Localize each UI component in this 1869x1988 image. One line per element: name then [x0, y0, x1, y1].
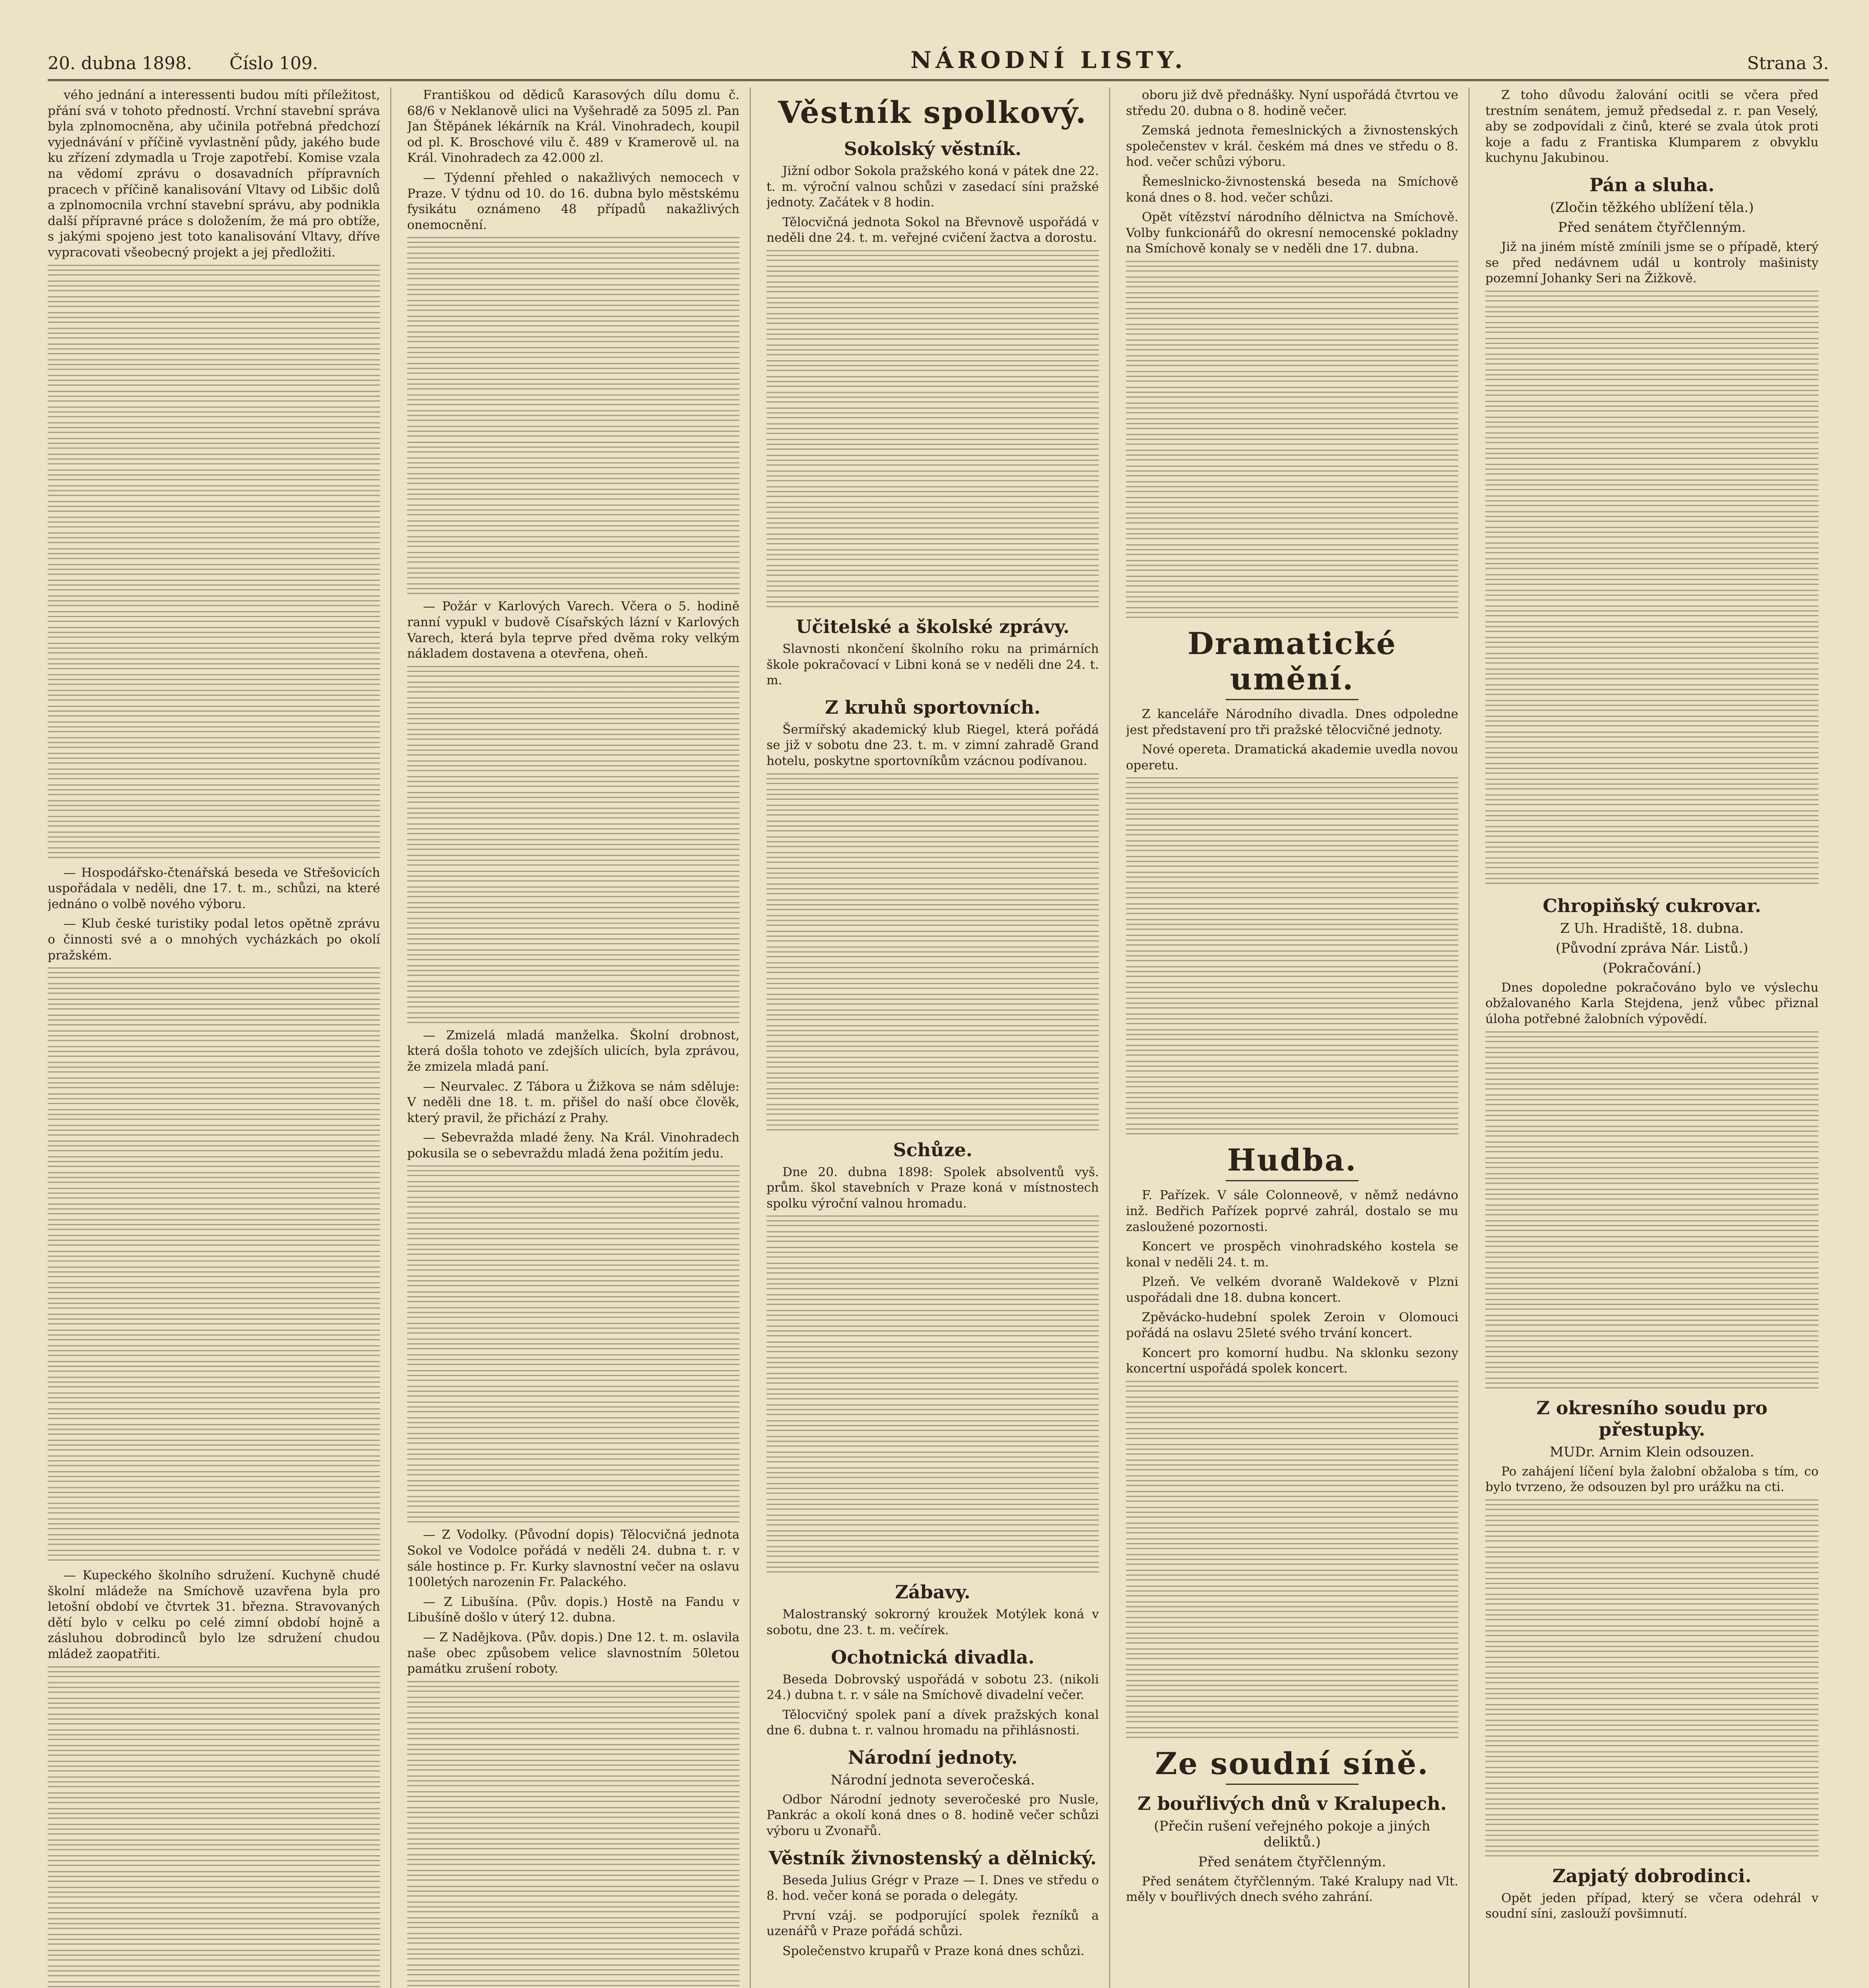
- text-block: [48, 1666, 380, 1988]
- article-paragraph: — Z Nadějkova. (Pův. dopis.) Dne 12. t. m. oslavila naše obec způsobem velice slavnostním 50letou památku zrušení roboty.: [407, 1630, 739, 1676]
- subsection-subtitle: (Pokračování.): [1602, 960, 1702, 976]
- article-paragraph: vého jednání a interessenti budou míti příležitost, přání svá v tohoto předností. Vrchní stavební správa byla zplnomocněna, aby učinila potřebná předchozí vyjednávání v příčině vyvlastnění půdy, jakého bude ku zřízení zdymadla u Troje zapotřebí. Komise vzala na vědomí zprávu o dosavadních přípravních pracech v příčině kanalisování Vltavy od Libšic dolů a zplnomocnila vrchní stavební správu, aby podnikla další přípravné práce s doložením, že má pro obtíže, s jakými spojeno jest toto kanalisování Vltavy, dříve vypracovati všeobecný projekt a jej předložiti.: [48, 88, 380, 260]
- article-paragraph: — Klub české turistiky podal letos opětně zprávu o činnosti své a o mnohých vycházkách po okolí pražském.: [48, 916, 380, 963]
- column-1: [48, 87, 391, 1988]
- section-title-drama: Dramatické umění.: [1187, 625, 1397, 697]
- issue-date: 20. dubna 1898.: [48, 53, 192, 74]
- article-paragraph: — Kupeckého školního sdružení. Kuchyně chudé školní mládeže na Smíchově uzavřena byla pro letošní období ve čtvrtek 31. března. Stravovaných dětí bylo v celku po celé zimní období hojně a zásluhou dobrodinců bylo lze sdružení chudou mládež zaopatřiti.: [48, 1568, 380, 1662]
- article-paragraph: Z toho důvodu žalování ocitli se včera před trestním senátem, jemuž předsedal z. r. pan Veselý, aby se zodpovídali z činů, které se zvala útok proti koje a fadu z Frantiska Klumparem z obvyklu kuchynu Jakubinou.: [1485, 88, 1819, 165]
- article-paragraph: — Hospodářsko-čtenářská beseda ve Střešovicích uspořádala v neděli, dne 17. t. m., schůzi, na které jednáno o volbě nového výboru.: [48, 865, 380, 911]
- text-block: [407, 1681, 739, 1988]
- subsection-subtitle: (Zločin těžkého ublížení těla.): [1550, 199, 1754, 215]
- section-rule: [1226, 1784, 1359, 1785]
- text-block: [1126, 261, 1458, 619]
- article-paragraph: Františkou od dědiců Karasových dílu domu č. 68/6 v Neklanově ulici na Vyšehradě za 5095 zl. Pan Jan Štěpánek lékárník na Král. Vinohradech, koupil od pl. K. Broschové vilu č. 489 v Kramerově ul. na Král. Vinohradech za 42.000 zl.: [407, 88, 739, 165]
- subsection-title: Chropiňský cukrovar.: [1543, 895, 1761, 916]
- column-4: [1126, 87, 1469, 1988]
- section-title-hudba: Hudba.: [1227, 1142, 1357, 1178]
- subsection-title: Učitelské a školské zprávy.: [796, 615, 1069, 637]
- subsection-title: Schůze.: [893, 1139, 972, 1161]
- text-block: [767, 250, 1099, 608]
- subsection-title: Zábavy.: [895, 1581, 970, 1603]
- section-rule: [1226, 699, 1359, 700]
- text-block: [1485, 291, 1819, 887]
- subsection-subtitle: Před senátem čtyřčlenným.: [1198, 1854, 1386, 1870]
- article-paragraph: — Zmizelá mladá manželka. Školní drobnost, která došla tohoto ve zdejších ulicích, byla zprávou, že zmizela mladá paní.: [407, 1028, 739, 1074]
- columns: [48, 87, 1829, 1988]
- subsection-title: Zapjatý dobrodinci.: [1552, 1865, 1752, 1887]
- text-block: [407, 1165, 739, 1523]
- subsection-title: Z okresního soudu pro přestupky.: [1536, 1397, 1768, 1440]
- text-block: [767, 773, 1099, 1131]
- article-paragraph: Jižní odbor Sokola pražského koná v pátek dne 22. t. m. výroční valnou schůzi v zasedací síni pražské jednoty. Začátek v 8 hodin.: [767, 164, 1099, 210]
- article-paragraph: — Z Libušína. (Pův. dopis.) Hostě na Fandu v Libušíně došlo v úterý 12. dubna.: [407, 1594, 739, 1625]
- article-paragraph: Beseda Dobrovský uspořádá v sobotu 23. (nikoli 24.) dubna t. r. v sále na Smíchově divadelní večer.: [767, 1672, 1099, 1703]
- article-paragraph: F. Pařízek. V sále Colonneově, v němž nedávno inž. Bedřich Pařízek poprvé zahrál, dostalo se mu zasloužené pozornosti.: [1126, 1188, 1458, 1234]
- article-paragraph: Tělocvičný spolek paní a dívek pražských konal dne 6. dubna t. r. valnou hromadu na přihlásnosti.: [767, 1707, 1099, 1738]
- article-paragraph: Beseda Julius Grégr v Praze — I. Dnes ve středu o 8. hod. večer koná se porada o delegáty.: [767, 1873, 1099, 1903]
- article-paragraph: Šermířský akademický klub Riegel, která pořádá se již v sobotu dne 23. t. m. v zimní zahradě Grand hotelu, poskytne sportovníkům vzácnou podívanou.: [767, 722, 1099, 768]
- masthead: NÁRODNÍ LISTY.: [910, 47, 1187, 74]
- article-paragraph: — Požár v Karlových Varech. Včera o 5. hodině ranní vypukl v budově Císařských lázní v Karlových Varech, která byla teprve před dvěma roky velkým nákladem dostavena a otevřena, oheň.: [407, 599, 739, 661]
- subsection-title: Sokolský věstník.: [844, 138, 1022, 159]
- article-paragraph: Zpěvácko-hudební spolek Zeroin v Olomouci pořádá na oslavu 25leté svého trvání koncert.: [1126, 1310, 1458, 1341]
- article-paragraph: Dne 20. dubna 1898: Spolek absolventů vyš. prům. škol stavebních v Praze koná v místnostech spolku výroční valnou hromadu.: [767, 1165, 1099, 1211]
- header-left: [48, 53, 350, 74]
- article-paragraph: Dnes dopoledne pokračováno bylo ve výslechu obžalovaného Karla Stejdena, jenž vůbec přiznal úloha potřebné žalobních výpovědí.: [1485, 980, 1819, 1026]
- section-rule: [1226, 1180, 1359, 1181]
- subsection-subtitle: (Přečin rušení veřejného pokoje a jiných deliktů.): [1154, 1818, 1430, 1850]
- text-block: [1485, 1499, 1819, 1857]
- article-paragraph: Nové opereta. Dramatická akademie uvedla novou operetu.: [1126, 742, 1458, 773]
- subsection-title: Pán a sluha.: [1589, 174, 1715, 196]
- article-paragraph: Malostranský sokrorný kroužek Motýlek koná v sobotu, dne 23. t. m. večírek.: [767, 1607, 1099, 1637]
- article-paragraph: — Neurvalec. Z Tábora u Žižkova se nám sděluje: V neděli dne 18. t. m. přišel do naší obce člověk, který pravil, že přichází z Prahy.: [407, 1079, 739, 1125]
- column-3: [767, 87, 1110, 1988]
- article-paragraph: Po zahájení líčení byla žalobní obžaloba s tím, co bylo tvrzeno, že odsouzen byl pro urážku na cti.: [1485, 1464, 1819, 1495]
- text-block: [407, 237, 739, 595]
- article-paragraph: — Z Vodolky. (Původní dopis) Tělocvičná jednota Sokol ve Vodolce pořádá v neděli 24. dubna t. r. v sále hostince p. Fr. Kurky slavnostní večer na oslavu 100letých narozenin Fr. Palackého.: [407, 1528, 739, 1590]
- article-paragraph: Koncert pro komorní hudbu. Na sklonku sezony koncertní uspořádá spolek koncert.: [1126, 1345, 1458, 1376]
- article-paragraph: Z kanceláře Národního divadla. Dnes odpoledne jest představení pro tři pražské tělocvičné jednoty.: [1126, 707, 1458, 737]
- article-paragraph: Zemská jednota řemeslnických a živnostenských společenstev v král. českém má dnes ve středu o 8. hod. večer schůzi výboru.: [1126, 123, 1458, 169]
- subsection-title: Ochotnická divadla.: [831, 1646, 1034, 1668]
- subsection-title: Z kruhů sportovních.: [825, 696, 1041, 718]
- section-title-soudni: Ze soudní síně.: [1155, 1745, 1429, 1781]
- article-paragraph: — Sebevražda mladé ženy. Na Král. Vinohradech pokusila se o sebevraždu mladá žena požitím jedu.: [407, 1130, 739, 1161]
- article-paragraph: První vzáj. se podporující spolek řezníků a uzenářů v Praze pořádá schůzi.: [767, 1908, 1099, 1939]
- article-paragraph: Koncert ve prospěch vinohradského kostela se konal v neděli 24. t. m.: [1126, 1239, 1458, 1270]
- subsection-title: Národní jednoty.: [848, 1746, 1018, 1768]
- text-block: [767, 1215, 1099, 1573]
- subsection-subtitle: Z Uh. Hradiště, 18. dubna.: [1560, 920, 1744, 936]
- section-title-vestnik: Věstník spolkový.: [778, 95, 1087, 130]
- text-block: [48, 265, 380, 861]
- text-block: [1126, 777, 1458, 1135]
- column-2: [407, 87, 751, 1988]
- article-paragraph: Společenstvo krupařů v Praze koná dnes schůzi.: [782, 1944, 1085, 1959]
- subsection-title: Věstník živnostenský a dělnický.: [769, 1847, 1097, 1869]
- article-paragraph: Opět vítězství národního dělnictva na Smíchově. Volby funkcionářů do okresní nemocenské pokladny na Smíchově konaly se v neděli dne 17. dubna.: [1126, 210, 1458, 256]
- article-paragraph: — Týdenní přehled o nakažlivých nemocech v Praze. V týdnu od 10. do 16. dubna bylo městskému fysikátu oznámeno 48 případů nakažlivých onemocnění.: [407, 170, 739, 232]
- page-header: [48, 38, 1829, 81]
- article-paragraph: Slavnosti nkončení školního roku na primárních škole pokračovací v Libni koná se v neděli dne 24. t. m.: [767, 641, 1099, 688]
- article-paragraph: Před senátem čtyřčlenným. Také Kralupy nad Vlt. měly v bouřlivých dnech svého zahrání.: [1126, 1874, 1458, 1905]
- column-5: [1485, 87, 1829, 1988]
- subsection-title: Z bouřlivých dnů v Kralupech.: [1137, 1792, 1447, 1814]
- text-block: [1485, 1031, 1819, 1389]
- subsection-subtitle: Před senátem čtyřčlenným.: [1558, 219, 1746, 235]
- issue-number: Číslo 109.: [229, 53, 318, 74]
- subsection-subtitle: (Původní zpráva Nár. Listů.): [1555, 940, 1749, 956]
- article-paragraph: Odbor Národní jednoty severočeské pro Nusle, Pankrác a okolí koná dnes o 8. hodině večer schůzi výboru u Zvonařů.: [767, 1792, 1099, 1839]
- article-paragraph: oboru již dvě přednášky. Nyní uspořádá čtvrtou ve středu 20. dubna o 8. hodině večer.: [1126, 88, 1458, 118]
- article-paragraph: Tělocvičná jednota Sokol na Břevnově uspořádá v neděli dne 24. t. m. veřejné cvičení žactva a dorostu.: [767, 215, 1099, 245]
- article-paragraph: Plzeň. Ve velkém dvoraně Waldekově v Plzni uspořádali dne 18. dubna koncert.: [1126, 1275, 1458, 1305]
- article-paragraph: Již na jiném místě zmínili jsme se o případě, který se před nedávnem udál u kontroly mašinisty pozemní Johanky Seri na Žižkově.: [1485, 239, 1819, 286]
- text-block: [407, 666, 739, 1024]
- page-number: Strana 3.: [1747, 53, 1829, 74]
- text-block: [1126, 1381, 1458, 1739]
- text-block: [48, 967, 380, 1564]
- subsection-subtitle: MUDr. Arnim Klein odsouzen.: [1549, 1444, 1754, 1460]
- subsection-subtitle: Národní jednota severočeská.: [831, 1772, 1035, 1788]
- article-paragraph: Opět jeden případ, který se včera odehrál v soudní síni, zaslouží povšimnutí.: [1485, 1891, 1819, 1921]
- article-paragraph: Řemeslnicko-živnostenská beseda na Smíchově koná dnes o 8. hod. večer schůzi.: [1126, 174, 1458, 205]
